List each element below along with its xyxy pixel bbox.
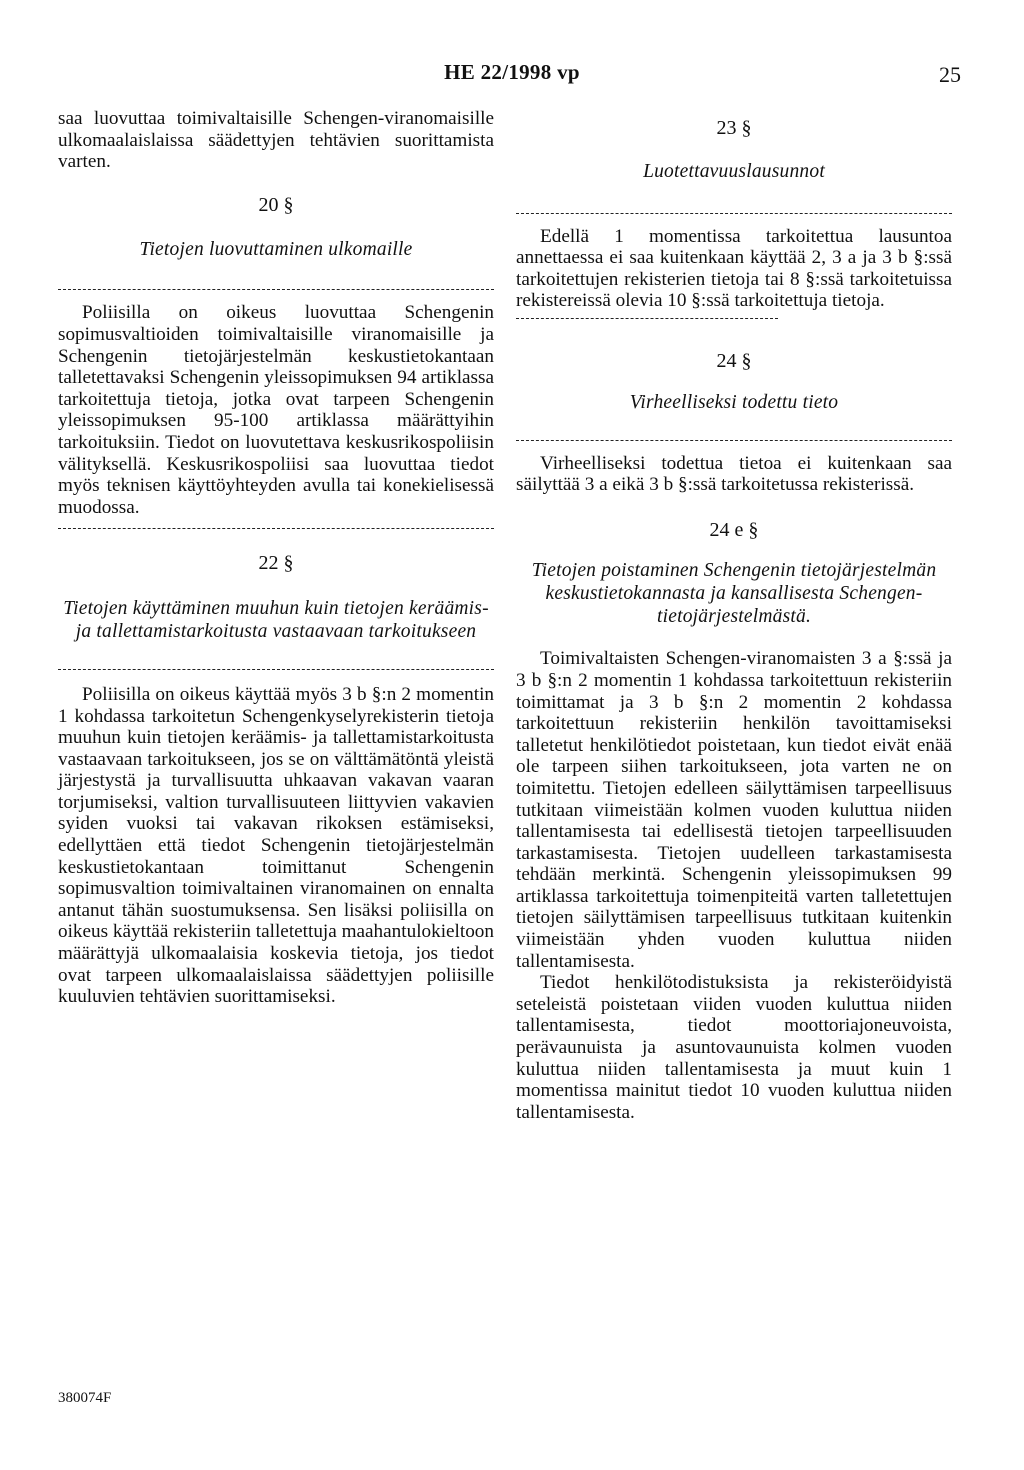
page-header-title: HE 22/1998 vp [444,60,580,84]
section-22-title: Tietojen käyttäminen muuhun kuin tietojen keräämis- ja tallettamistarkoitusta vastaavaan tarkoitukseen [63,597,489,642]
section-20-number: 20 § [258,193,294,216]
page-number: 25 [939,62,961,87]
section-23-number: 23 § [716,117,752,139]
section-24e-body-2: Tiedot henkilötodistuksista ja rekisteröidyistä seteleistä poistetaan viiden vuoden kuluttua niiden tallentamisesta, tiedot moottoriajoneuvoista, perävaunuista ja asuntovaunuista kolmen vuoden kuluttua niiden tallentamisesta ja muut kuin 1 momentissa mainitut tiedot 10 vuoden kuluttua niiden tallentamisesta. [516,972,952,1123]
right-column [516,118,952,1123]
section-20-body: Poliisilla on oikeus luovuttaa Schengenin sopimusvaltioiden toimivaltaisille viranomaisille ja Schengenin tietojärjestelmän keskustietokantaan talletettavaksi Schengenin yleissopimuksen 94 artiklassa tarkoitettuja tietoja, jotka ovat tarpeen Schengenin yleissopimuksen 95-100 artiklassa määrättyihin tarkoituksiin. Tiedot on luovutettava keskusrikospoliisin välityksellä. Keskusrikospoliisi saa luovuttaa tiedot myös teknisen käyttöyhteyden avulla tai konekielisessä muodossa. [58,302,494,518]
section-24e-body-1: Toimivaltaisten Schengen-viranomaisten 3 a §:ssä ja 3 b §:n 2 momentin 1 kohdassa tarkoitettuun rekisteriin toimittamat ja 3 b §:n 2 momentin 2 kohdassa tarkoitettuun rekisteriin henkilön tavoittamiseksi talletetut henkilötiedot poistetaan, kun tiedot eivät enää ole tarpeen siihen tarkoitukseen, jota varten ne on toimitettu. Tietojen edelleen säilyttämisen tarpeellisuus tutkitaan viimeistään kolmen vuoden kuluttua niiden tallentamisesta tai edellisestä tietojen tarpeellisuuden tarkastamisesta. Tietojen uudelleen tarkastamisesta tehdään merkintä. Schengenin yleissopimuksen 99 artiklassa tarkoitettuja toimenpiteitä varten talletettujen tietojen säilyttämisen tarpeellisuus tutkitaan kuitenkin viimeistään yhden vuoden kuluttua niiden tallentamisesta. [516,648,952,972]
section-23-title: Luotettavuuslausunnot [643,160,825,182]
section-23-body: Edellä 1 momentissa tarkoitettua lausuntoa annettaessa ei saa kuitenkaan käyttää 2, 3 a ja 3 b §:ssä tarkoitettujen rekisterien tietoja tai 8 §:ssä tarkoitetuissa rekistereissä olevia 10 §:ssä tarkoitettuja tietoja. [516,225,952,312]
section-22-body: Poliisilla on oikeus käyttää myös 3 b §:n 2 momentin 1 kohdassa tarkoitetun Schengenkyselyrekisterin tietoja muuhun kuin tietojen keräämis- ja tallettamistarkoitusta vastaavaan tarkoitukseen, jos se on välttämätöntä yleistä järjestystä ja turvallisuutta uhkaavan vakavan vaaran torjumiseksi, valtion turvallisuuteen liittyvien vakavien syiden vuoksi tai vakavan rikoksen estämiseksi, edellyttäen että tiedot Schengenin tietojärjestelmän keskustietokantaan toimittanut Schengenin sopimusvaltion toimivaltainen viranomainen on ennalta antanut tähän suostumuksensa. Sen lisäksi poliisilla on oikeus käyttää rekisteriin talletettuja maahantulokieltoon määrättyjä ulkomaalaisia koskevia tietoja, jos tiedot ovat tarpeen ulkomaalaislaissa säädettyjen poliisille kuuluvien tehtävien suorittamiseksi. [58,683,494,1008]
section-22-number: 22 § [258,552,294,575]
section-24-title: Virheelliseksi todettu tieto [629,391,839,413]
document-code: 380074F [58,1390,112,1406]
section-24-number: 24 § [716,349,752,372]
section-20-title: Tietojen luovuttaminen ulkomaille [139,239,413,261]
intro-paragraph: saa luovuttaa toimivaltaisille Schengen-viranomaisille ulkomaalaislaissa säädettyjen tehtävien suorittamista varten. [58,108,494,173]
section-24e-number: 24 e § [709,518,759,541]
section-24e-title: Tietojen poistaminen Schengenin tietojärjestelmän keskustietokannasta ja kansallisesta Schengen-tietojärjestelmästä. [531,560,937,628]
left-column [58,108,494,1008]
section-24-body: Virheelliseksi todettua tietoa ei kuitenkaan saa säilyttää 3 a eikä 3 b §:ssä tarkoitetussa rekisterissä. [516,452,952,496]
